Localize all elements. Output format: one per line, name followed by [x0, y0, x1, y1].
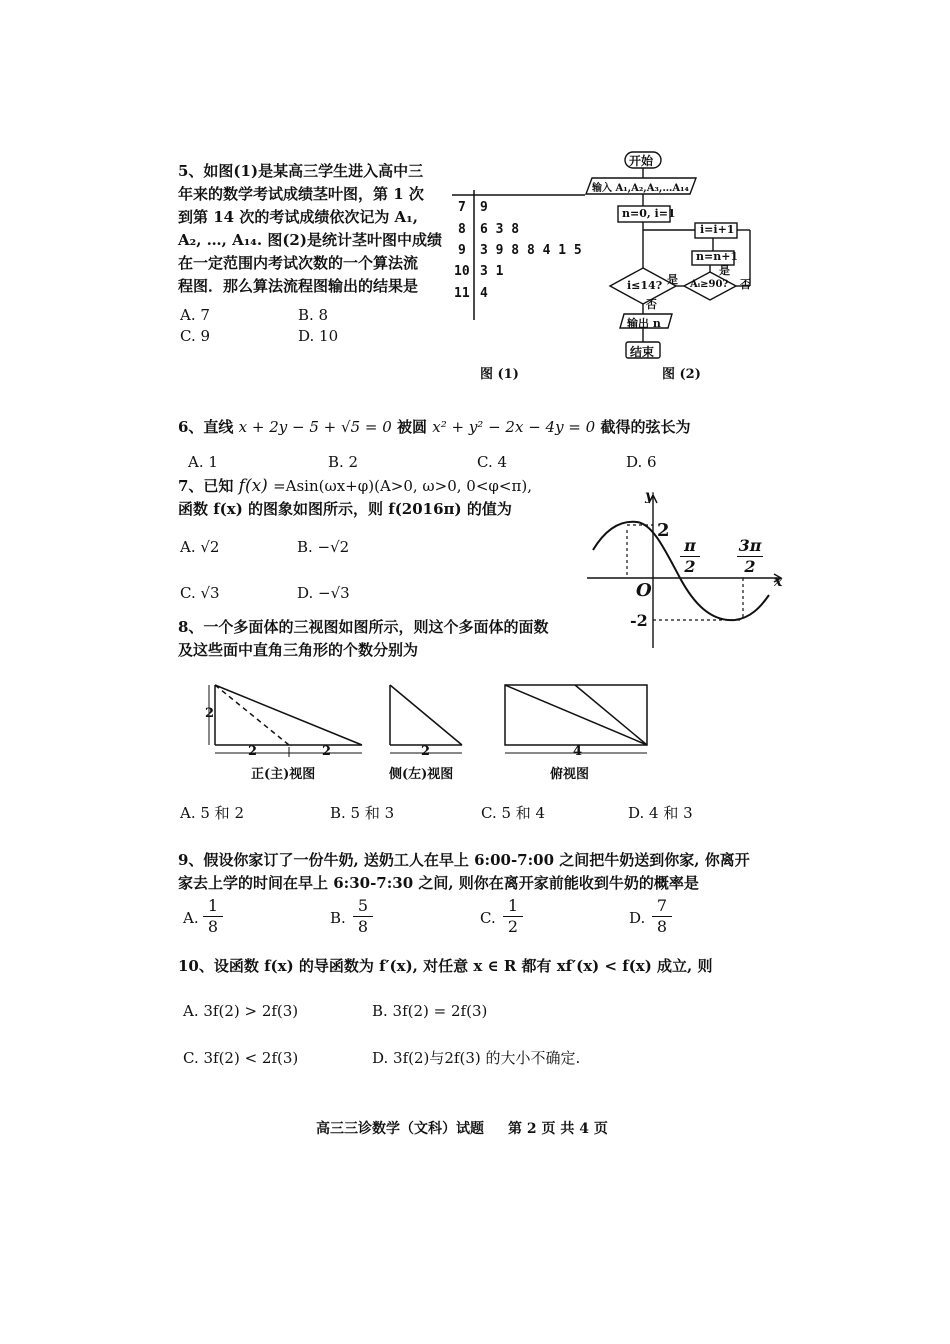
- stem-11: 11: [454, 286, 470, 301]
- stem-7: 7: [458, 200, 466, 215]
- figure-1-label: 图 (1): [480, 367, 519, 382]
- dim-front-right: 2: [322, 744, 332, 759]
- q7-line-1-b: f(x): [238, 476, 268, 496]
- q9-b-num: 5: [353, 896, 373, 917]
- figure-2-label: 图 (2): [662, 367, 701, 382]
- footer-page: 第 2 页 共 4 页: [508, 1121, 608, 1137]
- q9-line-1: 9、假设你家订了一份牛奶, 送奶工人在早上 6:00-7:00 之间把牛奶送到你家, 你离开: [178, 851, 750, 869]
- q9-c-num: 1: [503, 896, 523, 917]
- stem-9: 9: [458, 243, 466, 258]
- top-view-label: 俯视图: [550, 767, 590, 782]
- q6-text: [178, 417, 690, 437]
- q6-option-b: B. 2: [328, 453, 359, 471]
- q9-option-d-letter: D.: [629, 909, 646, 927]
- dim-side: 2: [421, 744, 431, 759]
- q7-line-2: 函数 f(x) 的图象如图所示，则 f(2016π) 的值为: [178, 500, 512, 518]
- graph-tick-neg2: -2: [630, 611, 648, 630]
- q5-line-1: 5、如图(1)是某高三学生进入高中三: [178, 162, 424, 180]
- q8-option-b: B. 5 和 3: [330, 804, 395, 822]
- q9-option-c-letter: C.: [480, 909, 496, 927]
- q7-option-d: D. −√3: [297, 584, 350, 602]
- q9-option-a-frac: [203, 896, 223, 937]
- graph-tick-pi-over-2: [680, 536, 700, 577]
- dim-front-left: 2: [248, 744, 258, 759]
- dim-height: 2: [205, 706, 215, 721]
- graph-pi-den: 2: [684, 557, 696, 576]
- q7-line-1: [178, 476, 532, 496]
- q6-prefix: 6、直线: [178, 418, 234, 436]
- side-view-label: 侧(左)视图: [389, 767, 454, 782]
- q5-line-2: 年来的数学考试成绩茎叶图，第 1 次: [178, 185, 424, 203]
- q7-option-c: C. √3: [180, 584, 220, 602]
- leaf-7: 9: [480, 200, 488, 215]
- q9-option-b-frac: [353, 896, 373, 937]
- q9-c-den: 2: [507, 917, 519, 936]
- flow-no-2: 否: [740, 278, 751, 291]
- flow-end: 结束: [630, 345, 655, 359]
- three-views: [195, 675, 675, 765]
- q9-line-2: 家去上学的时间在早上 6:30-7:30 之间, 则你在离开家前能收到牛奶的概率是: [178, 874, 699, 892]
- flow-inc-i: i=i+1: [700, 223, 735, 236]
- flow-no-1: 否: [646, 298, 657, 311]
- q5-line-5: 在一定范围内考试次数的一个算法流: [178, 254, 419, 272]
- stem-8: 8: [458, 222, 466, 237]
- flow-cond1: i≤14?: [627, 279, 663, 292]
- q8-option-a: A. 5 和 2: [180, 804, 244, 822]
- graph-3pi-num: 3π: [738, 536, 762, 555]
- q5-option-d: D. 10: [298, 327, 339, 345]
- graph-tick-2: 2: [657, 520, 670, 541]
- q5-option-c: C. 9: [180, 327, 211, 345]
- graph-y-label: y: [645, 488, 654, 504]
- flow-output: 输出 n: [627, 317, 661, 330]
- q5-line-6: 程图．那么算法流程图输出的结果是: [178, 277, 419, 295]
- graph-3pi-den: 2: [744, 557, 756, 576]
- graph-x-label: x: [774, 574, 783, 590]
- q6-option-d: D. 6: [626, 453, 657, 471]
- graph-pi-num: π: [680, 536, 700, 557]
- q6-mid: 被圆: [397, 418, 428, 436]
- q6-line-equation: x + 2y − 5 + √5 = 0: [238, 418, 392, 436]
- q7-line-1-a: 7、已知: [178, 477, 234, 495]
- q9-option-c-frac: [503, 896, 523, 937]
- front-view-label: 正(主)视图: [251, 767, 316, 782]
- q10-option-c: C. 3f(2) < 2f(3): [183, 1049, 299, 1067]
- q10-option-b: B. 3f(2) = 2f(3): [372, 1002, 488, 1020]
- flow-cond2: Aᵢ≥90?: [690, 279, 729, 290]
- q7-option-b: B. −√2: [297, 538, 350, 556]
- q10-option-a: A. 3f(2) > 2f(3): [183, 1002, 299, 1020]
- q7-option-a: A. √2: [180, 538, 220, 556]
- q5-option-b: B. 8: [298, 306, 329, 324]
- footer-title: 高三三诊数学（文科）试题: [316, 1121, 484, 1137]
- q6-option-c: C. 4: [477, 453, 508, 471]
- leaf-11: 4: [480, 286, 488, 301]
- q8-line-2: 及这些面中直角三角形的个数分别为: [178, 641, 419, 659]
- q9-option-a-letter: A.: [183, 909, 199, 927]
- graph-tick-3pi-over-2: [737, 536, 763, 577]
- q5-option-a: A. 7: [180, 306, 210, 324]
- q10-text: 10、设函数 f(x) 的导函数为 f′(x), 对任意 x ∈ R 都有 xf′(x) < f(x) 成立, 则: [178, 957, 713, 975]
- q9-option-b-letter: B.: [330, 909, 346, 927]
- flow-yes-2: 是: [719, 264, 730, 277]
- leaf-8: 6 3 8: [480, 222, 520, 237]
- q10-option-d: D. 3f(2)与2f(3) 的大小不确定.: [372, 1049, 581, 1067]
- q6-suffix: 截得的弦长为: [600, 418, 691, 436]
- leaf-9: 3 9 8 8 4 1 5: [480, 243, 582, 258]
- q9-d-den: 8: [656, 917, 668, 936]
- q9-a-num: 1: [203, 896, 223, 917]
- q9-a-den: 8: [207, 917, 219, 936]
- flow-start: 开始: [629, 154, 654, 168]
- q5-line-3: 到第 14 次的考试成绩依次记为 A₁,: [178, 208, 418, 226]
- q8-option-d: D. 4 和 3: [628, 804, 693, 822]
- q9-d-num: 7: [652, 896, 672, 917]
- stem-10: 10: [454, 264, 470, 279]
- q6-circle-equation: x² + y² − 2x − 4y = 0: [432, 418, 596, 436]
- leaf-10: 3 1: [480, 264, 504, 279]
- graph-origin: O: [636, 580, 652, 601]
- q9-b-den: 8: [357, 917, 369, 936]
- q5-line-4: A₂, …, A₁₄. 图(2)是统计茎叶图中成绩: [178, 231, 442, 249]
- flow-init: n=0, i=1: [622, 207, 676, 220]
- q9-option-d-frac: [652, 896, 672, 937]
- q7-line-1-c: =Asin(ωx+φ)(A>0, ω>0, 0<φ<π),: [273, 477, 532, 495]
- q8-option-c: C. 5 和 4: [481, 804, 546, 822]
- flow-inc-n: n=n+1: [696, 250, 739, 263]
- flow-yes-1: 是: [667, 273, 678, 286]
- q6-option-a: A. 1: [188, 453, 218, 471]
- dim-top: 4: [573, 744, 583, 759]
- flow-input: 输入 A₁,A₂,A₃,…A₁₄: [592, 183, 689, 194]
- q8-line-1: 8、一个多面体的三视图如图所示，则这个多面体的面数: [178, 618, 549, 636]
